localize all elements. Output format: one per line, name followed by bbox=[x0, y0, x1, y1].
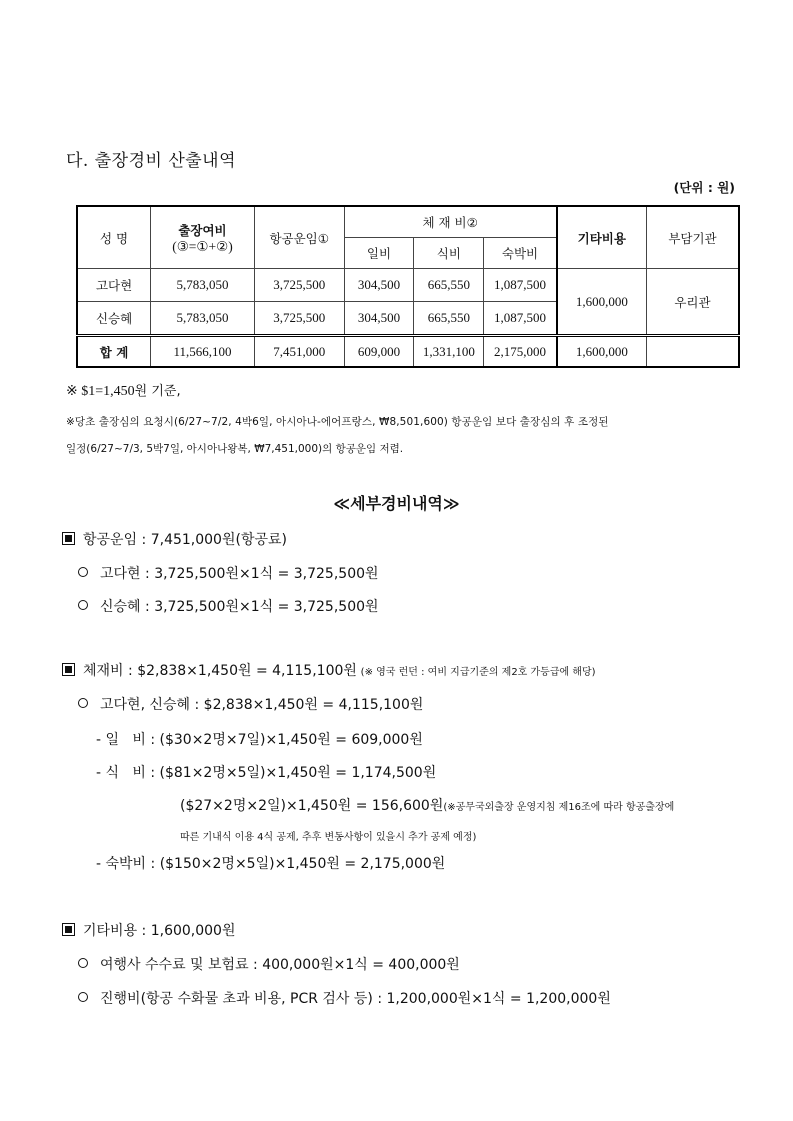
total-food: 1,331,100 bbox=[414, 336, 484, 368]
header-name: 성 명 bbox=[77, 206, 151, 269]
other-line1: 여행사 수수료 및 보험료 : 400,000원×1식 = 400,000원 bbox=[100, 957, 460, 973]
list-item bbox=[78, 563, 379, 583]
filled-square-icon bbox=[62, 923, 75, 936]
total-org bbox=[646, 336, 739, 368]
section-title: 다. 출장경비 산출내역 bbox=[66, 151, 237, 171]
row-org: 우리관 bbox=[646, 269, 739, 336]
row-travel: 5,783,050 bbox=[151, 269, 255, 302]
circle-bullet-icon bbox=[78, 600, 88, 610]
row-lodging: 1,087,500 bbox=[484, 269, 557, 302]
row-lodging: 1,087,500 bbox=[484, 302, 557, 336]
detail-subtitle: ≪세부경비내역≫ bbox=[333, 494, 460, 513]
header-other: 기타비용 bbox=[557, 206, 647, 269]
other-line2: 진행비(항공 수화물 초과 비용, PCR 검사 등) : 1,200,000원×1식 = 1,200,000원 bbox=[100, 991, 611, 1007]
header-travel-formula: (③=①+②) bbox=[172, 238, 233, 254]
row-travel: 5,783,050 bbox=[151, 302, 255, 336]
circle-bullet-icon bbox=[78, 698, 88, 708]
row-daily: 304,500 bbox=[344, 269, 414, 302]
stay-daily: - 일 비 : ($30×2명×7일)×1,450원 = 609,000원 bbox=[96, 732, 423, 748]
circle-bullet-icon bbox=[78, 958, 88, 968]
stay-food: - 식 비 : ($81×2명×5일)×1,450원 = 1,174,500원 bbox=[96, 765, 437, 781]
rate-suffix: 원 기준, bbox=[134, 384, 181, 399]
airfare-note-line1: ※당초 출장심의 요청시(6/27~7/2, 4박6일, 아시아나-에어프랑스, ₩8,501,600) 항공운임 보다 출장심의 후 조정된 bbox=[66, 416, 609, 428]
stay-food2-note: (※공무국외출장 운영지침 제16조에 따라 항공출장에 bbox=[443, 802, 675, 813]
circle-bullet-icon bbox=[78, 992, 88, 1002]
header-travel-label: 출장여비 bbox=[178, 222, 227, 238]
row-food: 665,550 bbox=[414, 269, 484, 302]
stay-lodging: - 숙박비 : ($150×2명×5일)×1,450원 = 2,175,000원 bbox=[96, 856, 446, 872]
row-food: 665,550 bbox=[414, 302, 484, 336]
stay-heading-text: 체재비 : $2,838×1,450원 = 4,115,100원 bbox=[83, 663, 357, 679]
header-stay: 체 재 비② bbox=[344, 206, 557, 238]
expense-table bbox=[76, 205, 740, 368]
airfare-note-line2: 일정(6/27~7/3, 5박7일, 아시아나왕복, ₩7,451,000)의 항공운임 저렴. bbox=[66, 443, 404, 455]
circle-bullet-icon bbox=[78, 567, 88, 577]
header-food: 식비 bbox=[414, 238, 484, 269]
list-item bbox=[78, 988, 611, 1008]
rate-value: ※ $1=1,450 bbox=[66, 384, 135, 399]
list-item bbox=[78, 596, 379, 616]
row-other: 1,600,000 bbox=[557, 269, 647, 336]
airfare-line1: 고다현 : 3,725,500원×1식 = 3,725,500원 bbox=[100, 566, 379, 582]
row-name: 신승혜 bbox=[77, 302, 151, 336]
table-row bbox=[77, 269, 739, 302]
row-air: 3,725,500 bbox=[254, 302, 344, 336]
header-lodging: 숙박비 bbox=[484, 238, 557, 269]
filled-square-icon bbox=[62, 663, 75, 676]
total-other: 1,600,000 bbox=[557, 336, 647, 368]
stay-food2-text: ($27×2명×2일)×1,450원 = 156,600원 bbox=[180, 798, 444, 814]
total-air: 7,451,000 bbox=[254, 336, 344, 368]
header-daily: 일비 bbox=[344, 238, 414, 269]
row-name: 고다현 bbox=[77, 269, 151, 302]
header-org: 부담기관 bbox=[646, 206, 739, 269]
stay-heading bbox=[62, 660, 596, 680]
exchange-rate-note bbox=[66, 380, 181, 400]
other-heading bbox=[62, 920, 236, 940]
total-label: 합 계 bbox=[77, 336, 151, 368]
airfare-line2: 신승혜 : 3,725,500원×1식 = 3,725,500원 bbox=[100, 599, 379, 615]
header-travel bbox=[151, 206, 255, 269]
total-daily: 609,000 bbox=[344, 336, 414, 368]
stay-food2-note-line2: 따른 기내식 이용 4식 공제, 추후 변동사항이 있을시 추가 공제 예정) bbox=[180, 832, 477, 843]
total-row bbox=[77, 336, 739, 368]
filled-square-icon bbox=[62, 532, 75, 545]
total-lodging: 2,175,000 bbox=[484, 336, 557, 368]
total-travel: 11,566,100 bbox=[151, 336, 255, 368]
row-air: 3,725,500 bbox=[254, 269, 344, 302]
airfare-heading-text: 항공운임 : 7,451,000원(항공료) bbox=[83, 532, 287, 548]
list-item bbox=[78, 954, 460, 974]
list-item bbox=[78, 694, 423, 714]
header-airfare: 항공운임① bbox=[254, 206, 344, 269]
unit-label: (단위 : 원) bbox=[673, 180, 735, 195]
stay-heading-note: (※ 영국 런던 : 여비 지급기준의 제2호 가등급에 해당) bbox=[360, 667, 596, 678]
row-daily: 304,500 bbox=[344, 302, 414, 336]
airfare-heading bbox=[62, 529, 287, 549]
other-heading-text: 기타비용 : 1,600,000원 bbox=[83, 923, 236, 939]
stay-line1: 고다현, 신승혜 : $2,838×1,450원 = 4,115,100원 bbox=[100, 697, 424, 713]
stay-food-2 bbox=[180, 795, 674, 815]
